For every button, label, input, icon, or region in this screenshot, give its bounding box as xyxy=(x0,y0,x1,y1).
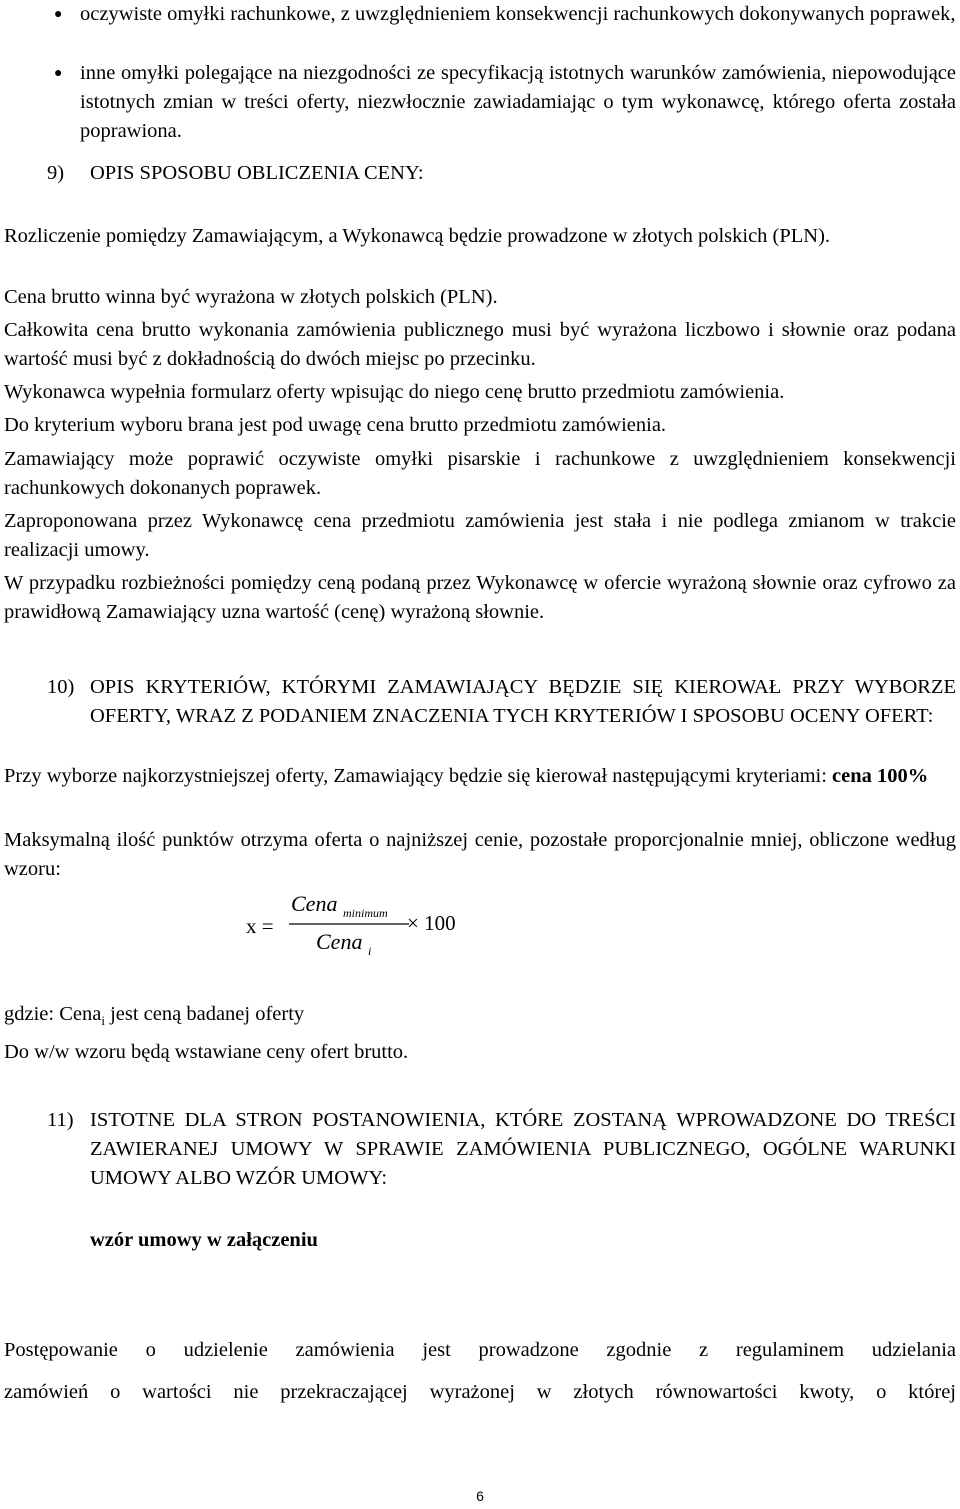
formula-denominator-sub: i xyxy=(368,944,372,958)
paragraph: Maksymalną ilość punktów otrzyma oferta o najniższej cenie, pozostałe proporcjonalnie mniej, obliczone według wzoru: xyxy=(4,829,956,880)
where-sub: i xyxy=(101,1013,105,1029)
criteria-text: Przy wyborze najkorzystniejszej oferty, Zamawiający będzie się kierował następującymi kryteriami: xyxy=(4,765,827,787)
formula-numerator: Cena xyxy=(291,891,338,916)
paragraph: Cena brutto winna być wyrażona w złotych polskich (PLN). xyxy=(4,286,498,308)
paragraph: Do kryterium wyboru brana jest pod uwagę cena brutto przedmiotu zamówienia. xyxy=(4,414,667,436)
section-title: OPIS KRYTERIÓW, KTÓRYMI ZAMAWIAJĄCY BĘDZIE SIĘ KIEROWAŁ PRZY WYBORZE OFERTY, WRAZ Z PODANIEM ZNACZENIA TYCH KRYTERIÓW I SPOSOBU OCENY OFERT: xyxy=(90,676,956,727)
formula-multiplier: × 100 xyxy=(407,911,456,935)
bullet-dot-icon: ● xyxy=(54,7,63,22)
formula-denominator: Cena xyxy=(316,929,363,954)
paragraph: Wykonawca wypełnia formularz oferty wpisując do niego cenę brutto przedmiotu zamówienia. xyxy=(4,381,785,403)
where-prefix: gdzie: Cena xyxy=(4,1003,102,1025)
paragraph: Całkowita cena brutto wykonania zamówienia publicznego musi być wyrażona liczbowo i słownie oraz podana wartość musi być z dokładnością do dwóch miejsc po przecinku. xyxy=(4,319,956,370)
page-number: 6 xyxy=(476,1488,484,1504)
closing-line-1: Postępowanie o udzielenie zamówienia jest prowadzone zgodnie z regulaminem udzielania xyxy=(4,1339,956,1361)
section-number: 10) xyxy=(47,676,75,698)
section-number: 9) xyxy=(47,162,65,184)
where-line xyxy=(4,1000,956,1036)
where-suffix: jest ceną badanej oferty xyxy=(104,1003,305,1025)
section-title: ISTOTNE DLA STRON POSTANOWIENIA, KTÓRE ZOSTANĄ WPROWADZONE DO TREŚCI ZAWIERANEJ UMOWY W SPRAWIE ZAMÓWIENIA PUBLICZNEGO, OGÓLNE WARUNKI UMOWY ALBO WZÓR UMOWY: xyxy=(90,1109,956,1189)
bullet-dot-icon: ● xyxy=(54,66,63,81)
paragraph: Rozliczenie pomiędzy Zamawiającym, a Wykonawcą będzie prowadzone w złotych polskich (PLN). xyxy=(4,225,831,247)
paragraph: Do w/w wzoru będą wstawiane ceny ofert brutto. xyxy=(4,1041,409,1063)
formula-lhs: x = xyxy=(246,914,274,938)
paragraph: Zamawiający może poprawić oczywiste omyłki pisarskie i rachunkowe z uwzględnieniem konsekwencji rachunkowych dokonanych poprawek. xyxy=(4,448,956,499)
paragraph: W przypadku rozbieżności pomiędzy ceną podaną przez Wykonawcę w ofercie wyrażoną słownie oraz cyfrowo za prawidłową Zamawiający uzna wartość (cenę) wyrażoną słownie. xyxy=(4,572,956,623)
formula-numerator-sub: minimum xyxy=(343,906,388,920)
closing-line-2: zamówień o wartości nie przekraczającej wyrażonej w złotych równowartości kwoty, o której xyxy=(4,1381,956,1403)
section-number: 11) xyxy=(47,1109,74,1131)
bullet-text: oczywiste omyłki rachunkowe, z uwzględnieniem konsekwencji rachunkowych dokonywanych poprawek, xyxy=(80,3,956,25)
criteria-paragraph xyxy=(4,762,956,791)
criteria-weight: cena 100% xyxy=(832,765,929,787)
paragraph: Zaproponowana przez Wykonawcę cena przedmiotu zamówienia jest stała i nie podlega zmianom w trakcie realizacji umowy. xyxy=(4,510,956,561)
section-11-bold-text: wzór umowy w załączeniu xyxy=(90,1229,318,1251)
section-title: OPIS SPOSOBU OBLICZENIA CENY: xyxy=(90,162,424,184)
bullet-text: inne omyłki polegające na niezgodności ze specyfikacją istotnych warunków zamówienia, niepowodujące istotnych zmian w treści oferty, niezwłocznie zawiadamiając o tym wykonawcę, którego oferta została poprawiona. xyxy=(80,62,956,142)
price-formula xyxy=(246,884,486,968)
